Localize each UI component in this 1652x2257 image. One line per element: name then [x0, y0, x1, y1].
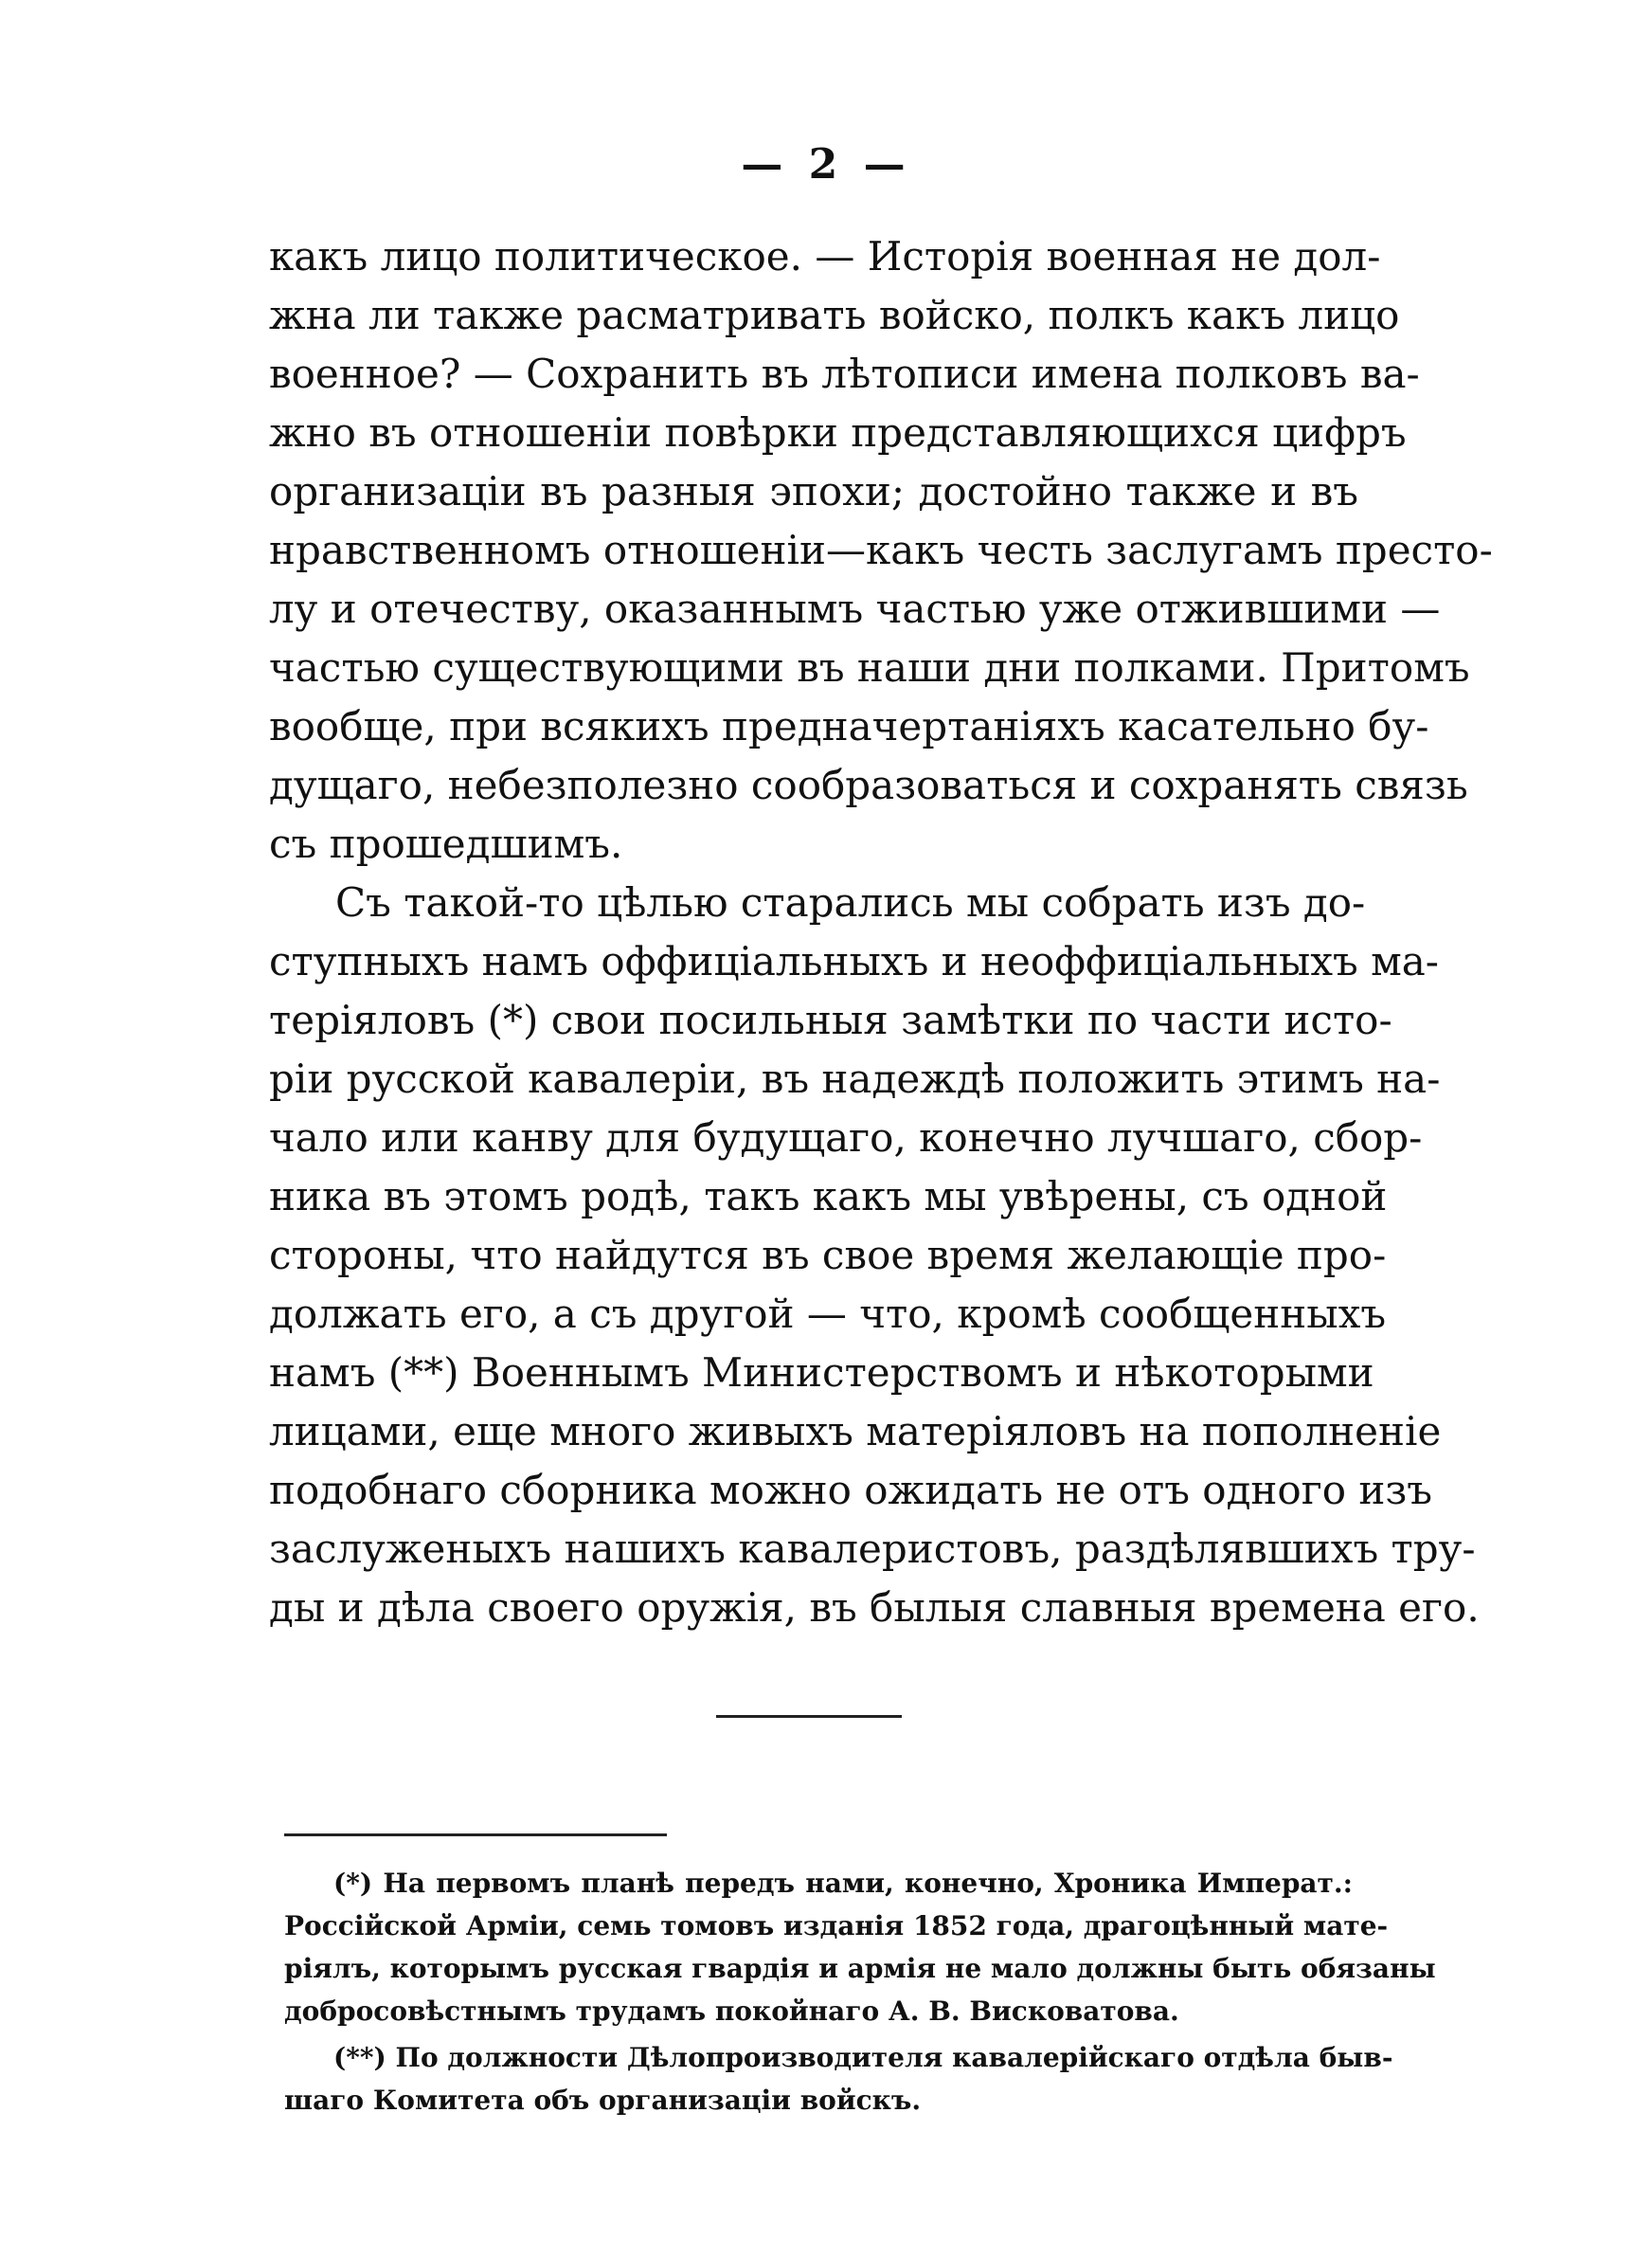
text-line: теріяловъ (*) свои посильныя замѣтки по части исто- [269, 997, 1392, 1043]
text-line: военное? — Сохранить въ лѣтописи имена полковъ ва- [269, 351, 1420, 397]
footnote-separator [284, 1833, 667, 1836]
text-line: лу и отечеству, оказаннымъ частью уже отжившими — [269, 586, 1441, 632]
text-line: съ прошедшимъ. [269, 821, 623, 867]
text-line: Съ такой-то цѣлью старались мы собрать изъ до- [335, 879, 1366, 926]
text-line: ды и дѣла своего оружія, въ былыя славныя времена его. [269, 1584, 1480, 1631]
text-line: ріи русской кавалеріи, въ надеждѣ положить этимъ на- [269, 1056, 1441, 1102]
text-line: лицами, еще много живыхъ матеріяловъ на пополненіе [269, 1408, 1442, 1454]
text-line: заслуженыхъ нашихъ кавалеристовъ, раздѣлявшихъ тру- [269, 1526, 1476, 1572]
text-line: стороны, что найдутся въ свое время желающіе про- [269, 1232, 1387, 1278]
footnote-line: добросовѣстнымъ трудамъ покойнаго А. В. Висковатова. [284, 1995, 1179, 2027]
text-line: чало или канву для будущаго, конечно лучшаго, сбор- [269, 1114, 1423, 1161]
text-line: должать его, а съ другой — что, кромѣ сообщенныхъ [269, 1291, 1387, 1337]
section-divider [716, 1715, 902, 1718]
footnote-line: (*) На первомъ планѣ передъ нами, конечно, Хроника Императ.: [333, 1868, 1353, 1899]
text-line: нравственномъ отношеніи—какъ честь заслугамъ престо- [269, 527, 1493, 573]
text-line: подобнаго сборника можно ожидать не отъ одного изъ [269, 1467, 1432, 1513]
paragraph-1 [269, 227, 1493, 874]
text-line: дущаго, небезполезно сообразоваться и сохранять связь [269, 762, 1468, 808]
text-line: жно въ отношеніи повѣрки представляющихся цифръ [269, 409, 1407, 456]
footnote-line: (**) По должности Дѣлопроизводителя кавалерійскаго отдѣла быв- [333, 2042, 1393, 2073]
footnote-line: ріялъ, которымъ русская гвардія и армія не мало должны быть обязаны [284, 1953, 1436, 1984]
footnote-1 [284, 1862, 1436, 2032]
text-line: вообще, при всякихъ предначертаніяхъ касательно бу- [269, 703, 1429, 749]
page-number: — 2 — [741, 140, 911, 189]
footnotes [284, 1862, 1436, 2122]
footnote-line: Россійской Арміи, семь томовъ изданія 1852 года, драгоцѣнный мате- [284, 1910, 1389, 1941]
text-line: ника въ этомъ родѣ, такъ какъ мы увѣрены, съ одной [269, 1173, 1388, 1219]
main-text [269, 227, 1493, 1637]
footnote-2 [284, 2036, 1393, 2122]
paragraph-2 [269, 874, 1480, 1637]
text-line: организаціи въ разныя эпохи; достойно также и въ [269, 468, 1358, 515]
text-line: ступныхъ намъ оффиціальныхъ и неоффиціальныхъ ма- [269, 938, 1439, 984]
text-line: какъ лицо политическое. — Исторія военная не дол- [269, 233, 1381, 280]
text-line: намъ (**) Военнымъ Министерствомъ и нѣкоторыми [269, 1349, 1374, 1396]
footnote-line: шаго Комитета объ организаціи войскъ. [284, 2085, 922, 2116]
text-line: частью существующими въ наши дни полками. Притомъ [269, 644, 1470, 691]
text-line: жна ли также расматривать войско, полкъ какъ лицо [269, 292, 1400, 338]
